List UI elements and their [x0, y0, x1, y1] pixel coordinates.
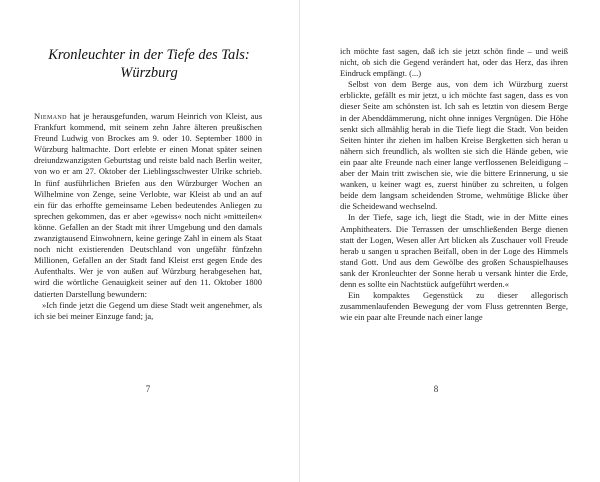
right-paragraph-4: Ein kompaktes Gegenstück zu dieser allegorisch zusammenlaufenden Bewegung der vom Fluss getrennten Berge, wie ein paar alte Freunde nach einer lange: [340, 290, 568, 323]
right-page-body: [340, 46, 568, 323]
chapter-title: [34, 46, 264, 82]
right-paragraph-2: Selbst von dem Berge aus, von dem ich Würzburg zuerst erblickte, gefällt es mir jetzt, u ich möchte fast sagen, dass es von dieser Seite am schönsten ist. Ich sah es letztin von diesem Berge in der Abenddämmerung, nicht ohne inniges Vergnügen. Die Höhe senkt sich allmählig herab in die Tiefe liegt die Stadt. Von beiden Seiten hinter ihr ziehen im halben Kreise Bergketten sich heran u nähern sich freundlich, als wollten sie sich die Hände geben, wie ein paar alte Freunde nach einer lange verflossenen Beleidigung – aber der Main tritt zwischen sie, wie die bittere Erinnerung, u sie wanken, u keiner wagt es, zuerst hinüber zu schreiten, u folgen beide dem langsam scheidenden Strome, wehmütige Blicke über die Scheidewand wechselnd.: [340, 79, 568, 212]
right-paragraph-1: ich möchte fast sagen, daß ich sie jetzt schön finde – und weiß nicht, ob sich die Gegend verändert hat, oder das Herz, das ihren Eindruck empfängt. (...): [340, 46, 568, 79]
chapter-title-line-2: Würzburg: [120, 65, 178, 81]
right-page: [300, 0, 600, 482]
left-page-body: [34, 111, 262, 322]
left-paragraph-1: [34, 111, 262, 300]
left-paragraph-2: »Ich finde jetzt die Gegend um diese Stadt weit angenehmer, als ich sie bei meiner Einzuge fand; ja,: [34, 299, 262, 321]
right-paragraph-3: In der Tiefe, sage ich, liegt die Stadt, wie in der Mitte eines Amphitheaters. Die Terrassen der umschließenden Berge dienen statt der Logen, Wesen aller Art blicken als Zuschauer voll Freude herab u sangen u sprachen Beifall, oben in der Loge des Himmels stand Gott. Und aus dem Gewölbe des großen Schauspielhauses sank der Kronleuchter der Sonne herab u versank hinter die Erde, denn es sollte ein Nachtstück aufgeführt werden.«: [340, 212, 568, 289]
left-paragraph-1-text: hat je herausgefunden, warum Heinrich von Kleist, aus Frankfurt kommend, mit seinem zehn Jahre älteren preußischen Freund Ludwig von Brockes am 9. oder 10. September 1800 in Würzburg haltmachte. Dort erlebte er einen Monat später seinen dreiundzwanzigsten Geburtstag und reiste bald nach Berlin weiter, von wo er am 27. Oktober der Lieblingsschwester Ulrike schrieb. In fünf ausführlichen Briefen aus den Würzburger Wochen an Wilhelmine von Zenge, seine Verlobte, war Kleist ab und an auf ein für das erhoffte gemeinsame Leben bedeutendes Anliegen zu sprechen gekommen, das er aber »gewiss« noch nicht »mitteilen« könne. Gefallen an der Stadt mit ihrer Umgebung und den damals zwanzigtausend Einwohnern, keine geringe Zahl in einem als Staat noch nicht existierenden Deutschland von ungefähr fünfzehn Millionen, Gefallen an der Stadt fand Kleist erst gegen Ende des Aufenthalts. Wer je von außen auf Würzburg herabgesehen hat, wird die wörtliche Genauigkeit seiner auf den 11. Oktober 1800 datierten Darstellung bewundern:: [34, 111, 262, 299]
page-number-left: 7: [145, 384, 151, 394]
opening-word: Niemand: [34, 111, 67, 121]
page-number-right: 8: [433, 384, 439, 394]
chapter-title-line-1: Kronleuchter in der Tiefe des Tals:: [48, 47, 250, 63]
